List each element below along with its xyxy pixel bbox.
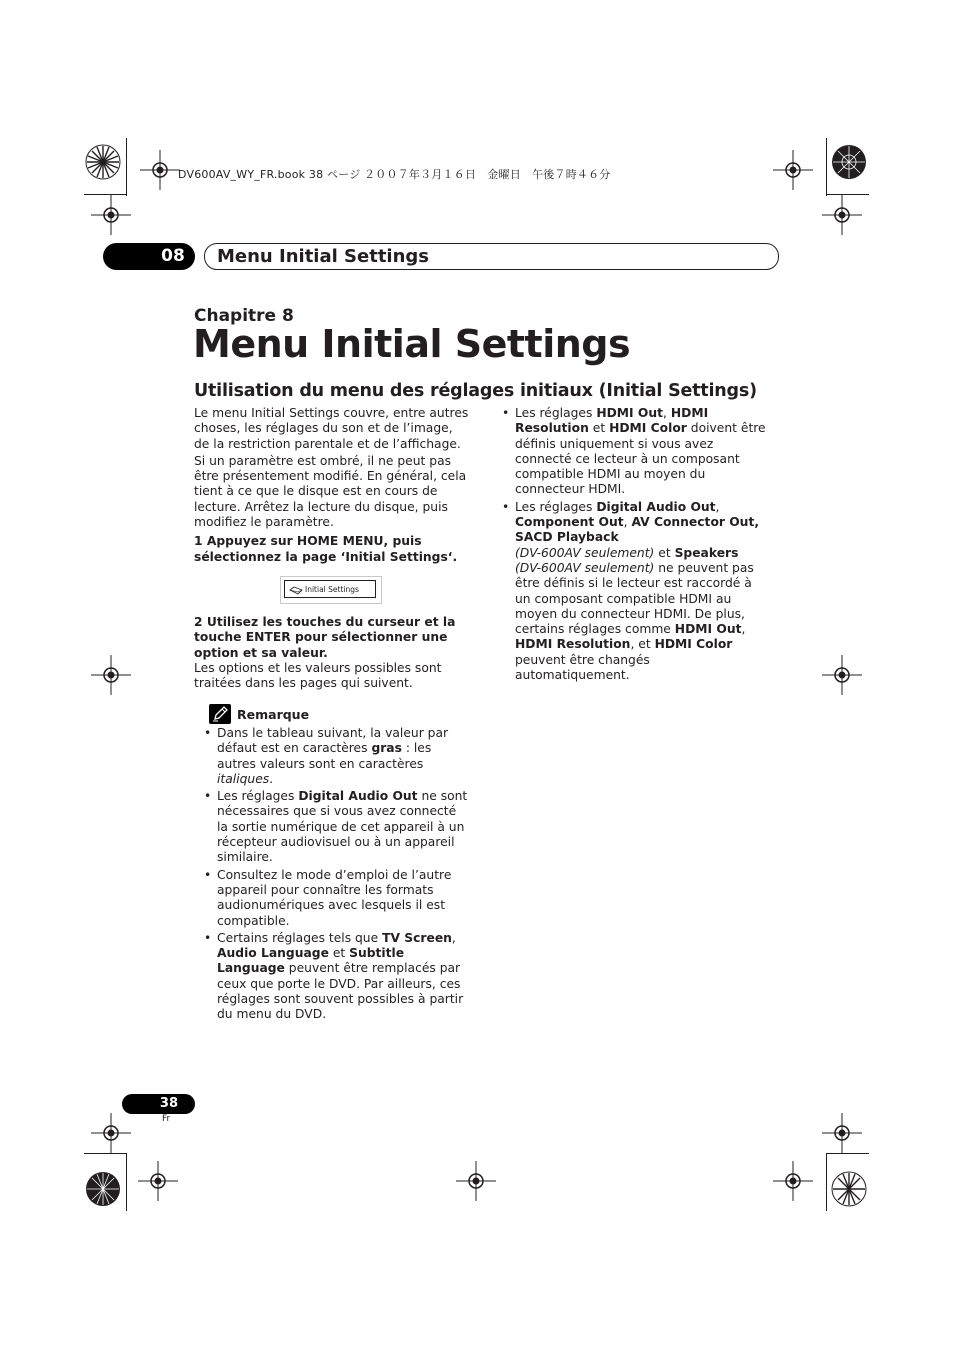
- crosshair-registration-icon: [140, 150, 180, 190]
- initial-settings-screen-sample: [280, 576, 382, 604]
- note-pencil-icon: [209, 704, 231, 724]
- right-column: [492, 406, 767, 685]
- intro-paragraph: Le menu Initial Settings couvre, entre autres choses, les réglages du son et de l’image, de la restriction parentale et de l’affichage.: [194, 406, 469, 451]
- shaded-paragraph: Si un paramètre est ombré, il ne peut pas être présentement modifié. En général, cela tient à ce que le disque est en cours de lecture. Arrêtez la lecture du disque, puis modifiez le paramètre.: [194, 453, 467, 530]
- starburst-registration-icon: [830, 1170, 868, 1208]
- crosshair-registration-icon: [773, 150, 813, 190]
- crosshair-registration-icon: [822, 1113, 862, 1153]
- hdmi-settings-item: • Les réglages HDMI Out, HDMI Resolution et HDMI Color doivent être définis uniquement si vous avez connecté ce lecteur à un composant compatible HDMI au moyen du connecteur HDMI.: [492, 406, 767, 498]
- left-column-steps: [194, 615, 469, 691]
- crosshair-registration-icon: [822, 655, 862, 695]
- initial-settings-tab: [284, 580, 376, 598]
- note-item: • Consultez le mode d’emploi de l’autre appareil pour connaître les formats audionumériques avec lesquels il est compatible.: [194, 868, 469, 929]
- page-title: Menu Initial Settings: [193, 322, 631, 366]
- crosshair-registration-icon: [91, 1113, 131, 1153]
- file-info-header: DV600AV_WY_FR.book 38 ページ ２００７年３月１６日 金曜日 午後７時４６分: [178, 168, 611, 181]
- crosshair-registration-icon: [91, 655, 131, 695]
- page-number: 38: [159, 1096, 178, 1111]
- page-language: Fr: [162, 1114, 171, 1124]
- chapter-number: 08: [161, 246, 185, 266]
- starburst-registration-icon: [830, 143, 868, 181]
- chapter-banner: Menu Initial Settings: [204, 243, 779, 270]
- chapter-label: Chapitre 8: [194, 306, 294, 326]
- note-item: • Certains réglages tels que TV Screen, Audio Language et Subtitle Language peuvent être remplacés par ceux que porte le DVD. Par ailleurs, ces réglages sont souvent possibles à partir du menu du DVD.: [194, 931, 469, 1023]
- note-item: • Les réglages Digital Audio Out ne sont nécessaires que si vous avez connecté la sortie numérique de cet appareil à un récepteur audiovisuel ou à un appareil similaire.: [194, 789, 469, 865]
- note-list: [194, 726, 469, 1025]
- starburst-registration-icon: [84, 143, 122, 181]
- settings-tool-icon: [289, 586, 303, 595]
- crosshair-registration-icon: [138, 1161, 178, 1201]
- starburst-registration-icon: [84, 1170, 122, 1208]
- crosshair-registration-icon: [822, 195, 862, 235]
- audio-settings-item: • Les réglages Digital Audio Out, Component Out, AV Connector Out, SACD Playback (DV-600AV seulement) et Speakers (DV-600AV seulement) ne peuvent pas être définis si le lecteur est raccordé à un composant compatible HDMI au moyen du connecteur HDMI. De plus, certains réglages comme HDMI Out, HDMI Resolution, et HDMI Color peuvent être changés automatiquement.: [492, 500, 767, 684]
- step-1: 1 Appuyez sur HOME MENU, puis sélectionnez la page ‘Initial Settings‘.: [194, 534, 458, 564]
- page-number-badge: [122, 1094, 195, 1114]
- note-title: Remarque: [237, 707, 310, 722]
- crosshair-registration-icon: [456, 1161, 496, 1201]
- initial-settings-label: Initial Settings: [305, 585, 359, 594]
- options-paragraph: Les options et les valeurs possibles sont traitées dans les pages qui suivent.: [194, 660, 442, 691]
- section-title: Utilisation du menu des réglages initiaux (Initial Settings): [194, 381, 757, 401]
- step-2: 2 Utilisez les touches du curseur et la touche ENTER pour sélectionner une option et sa valeur.: [194, 615, 456, 660]
- chapter-number-badge: [103, 243, 195, 270]
- crosshair-registration-icon: [91, 195, 131, 235]
- crosshair-registration-icon: [773, 1161, 813, 1201]
- left-column: [194, 406, 469, 565]
- note-item: • Dans le tableau suivant, la valeur par défaut est en caractères gras : les autres valeurs sont en caractères italiques.: [194, 726, 469, 787]
